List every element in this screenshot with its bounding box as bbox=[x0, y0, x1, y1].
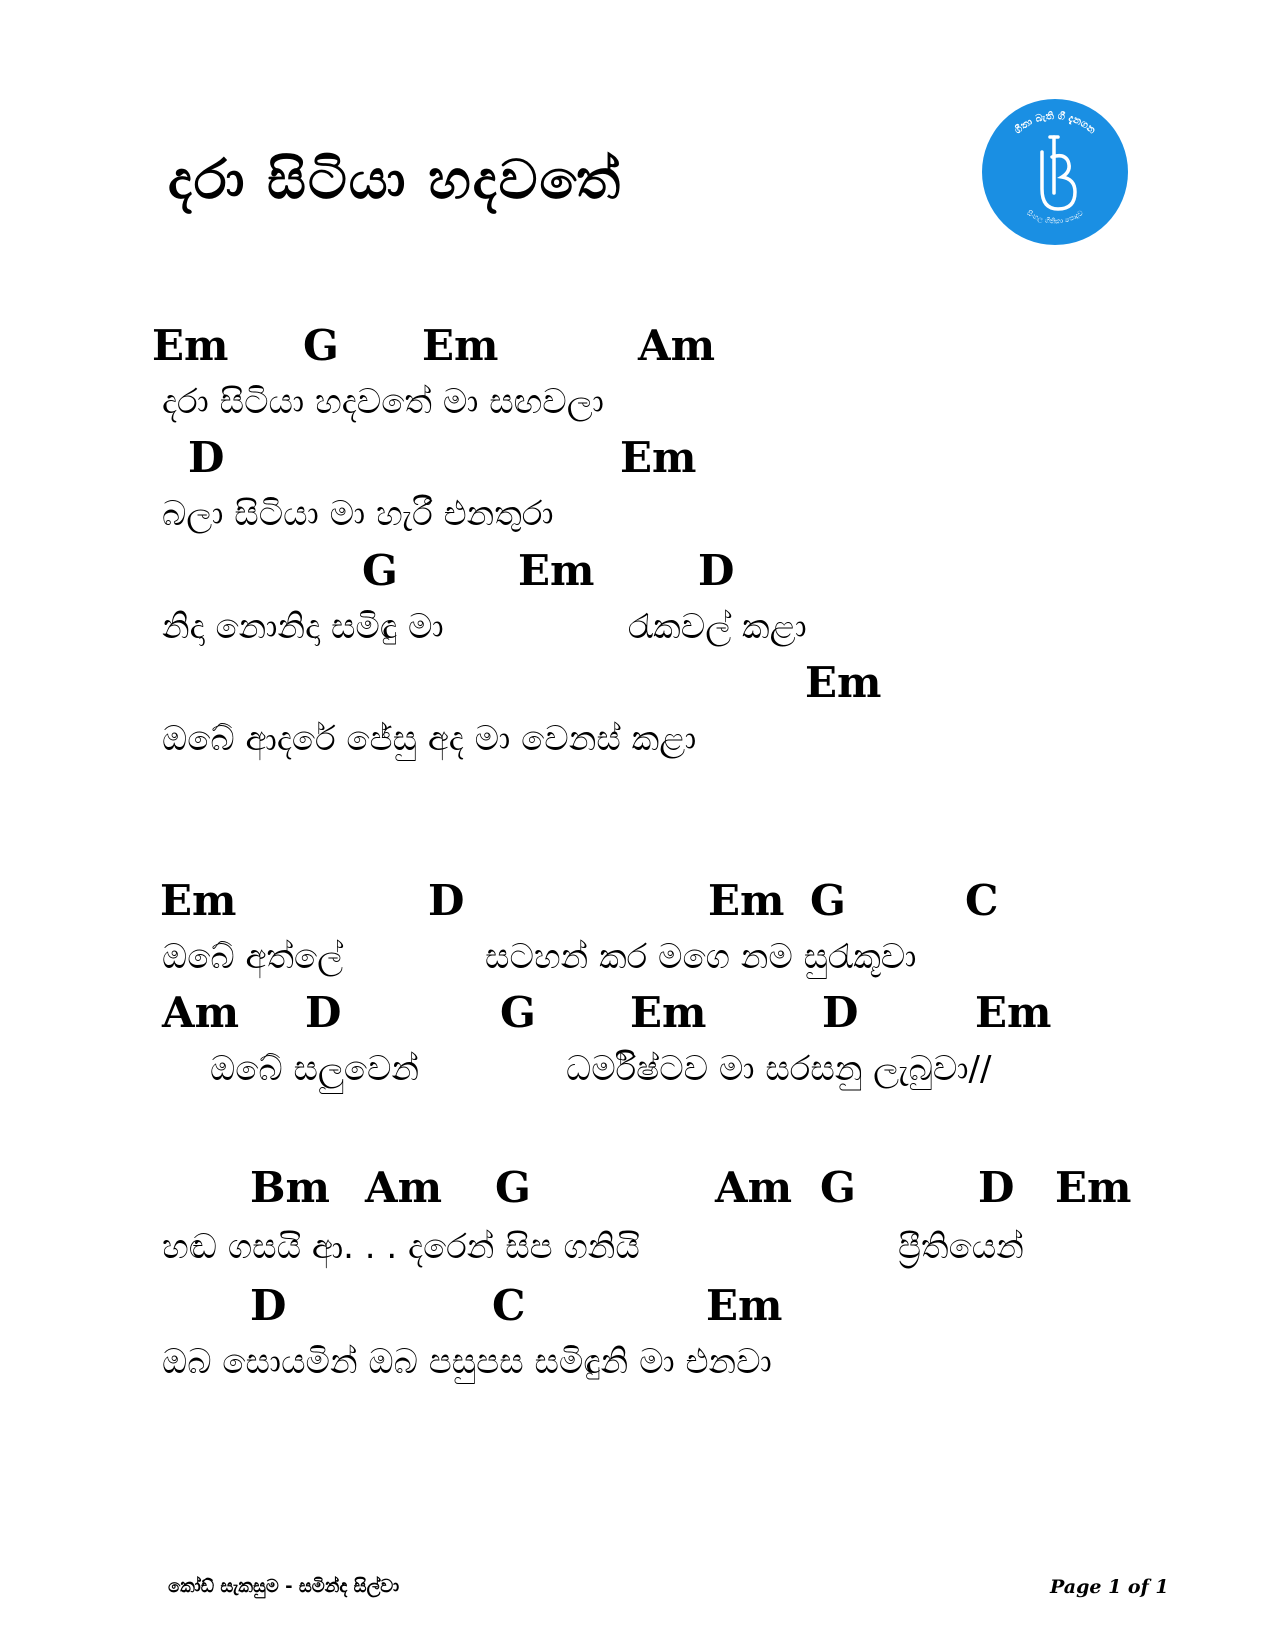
chord: D bbox=[188, 433, 225, 482]
chord: Am bbox=[638, 321, 716, 370]
chord: C bbox=[492, 1281, 526, 1330]
chord: Em bbox=[630, 988, 707, 1037]
lyric-line: දරා සිටියා හදවතේ මා සඟවලා bbox=[162, 382, 604, 422]
chord: Am bbox=[365, 1163, 443, 1212]
chord: D bbox=[698, 546, 735, 595]
chord: G bbox=[495, 1163, 531, 1212]
lyric-line: නිදා නොනිදා සමිඳු මා bbox=[162, 607, 444, 647]
chord: D bbox=[305, 988, 342, 1037]
chord: Em bbox=[706, 1281, 783, 1330]
chord: Am bbox=[715, 1163, 793, 1212]
lyric-line: ඔබේ ආදරේ ජේසු අද මා වෙනස් කළා bbox=[162, 719, 697, 759]
lyric-line: හඬ ගසයි ආ. . . දරෙන් සිප ගනියි bbox=[162, 1227, 640, 1267]
chord: D bbox=[978, 1163, 1015, 1212]
chord: Em bbox=[518, 546, 595, 595]
lyric-line: සටහන් කර මගෙ නම සුරැකූවා bbox=[485, 937, 917, 977]
chord: D bbox=[250, 1281, 287, 1330]
chord: D bbox=[428, 876, 465, 925]
lyric-line: ඔබේ සලුවෙන් bbox=[210, 1049, 420, 1089]
chord: Em bbox=[152, 321, 229, 370]
chord-credit: කෝඩ් සැකසුම - සමින්ද සිල්වා bbox=[168, 1576, 400, 1597]
page-number: Page 1 of 1 bbox=[1050, 1576, 1169, 1598]
lyric-line: ඔබේ අත්ලේ bbox=[162, 937, 344, 977]
chord: Em bbox=[975, 988, 1052, 1037]
lyric-line: බලා සිටියා මා හැරී එනතුරා bbox=[162, 494, 554, 534]
chord: Em bbox=[620, 433, 697, 482]
lyric-line: ධර්මිෂ්ටව මා සරසනු ලැබුවා// bbox=[566, 1049, 992, 1089]
chord: Em bbox=[805, 658, 882, 707]
chord: D bbox=[822, 988, 859, 1037]
chord: G bbox=[810, 876, 846, 925]
chord: Bm bbox=[250, 1163, 330, 1212]
chord: G bbox=[362, 546, 398, 595]
logo bbox=[980, 97, 1130, 247]
chord: Em bbox=[708, 876, 785, 925]
lyric-line: රැකවල් කළා bbox=[628, 607, 807, 647]
chord: Em bbox=[160, 876, 237, 925]
logo-text-bottom: සිංහල ගීතිකා පොදුව bbox=[1025, 208, 1085, 226]
logo-text-top: ගීතා බැති ගී දැනගන bbox=[1012, 110, 1098, 137]
song-title: දරා සිටියා හදවතේ bbox=[168, 148, 623, 211]
chord: Em bbox=[1055, 1163, 1132, 1212]
lyric-line: ඔබ සොයමින් ඔබ පසුපස සමිඳුනි මා එනවා bbox=[162, 1342, 772, 1382]
chord: G bbox=[500, 988, 536, 1037]
chord: G bbox=[303, 321, 339, 370]
chord: Em bbox=[422, 321, 499, 370]
chord: G bbox=[820, 1163, 856, 1212]
chord: Am bbox=[162, 988, 240, 1037]
lyric-line: ප්‍රීතියෙන් bbox=[898, 1227, 1024, 1267]
chord: C bbox=[965, 876, 999, 925]
